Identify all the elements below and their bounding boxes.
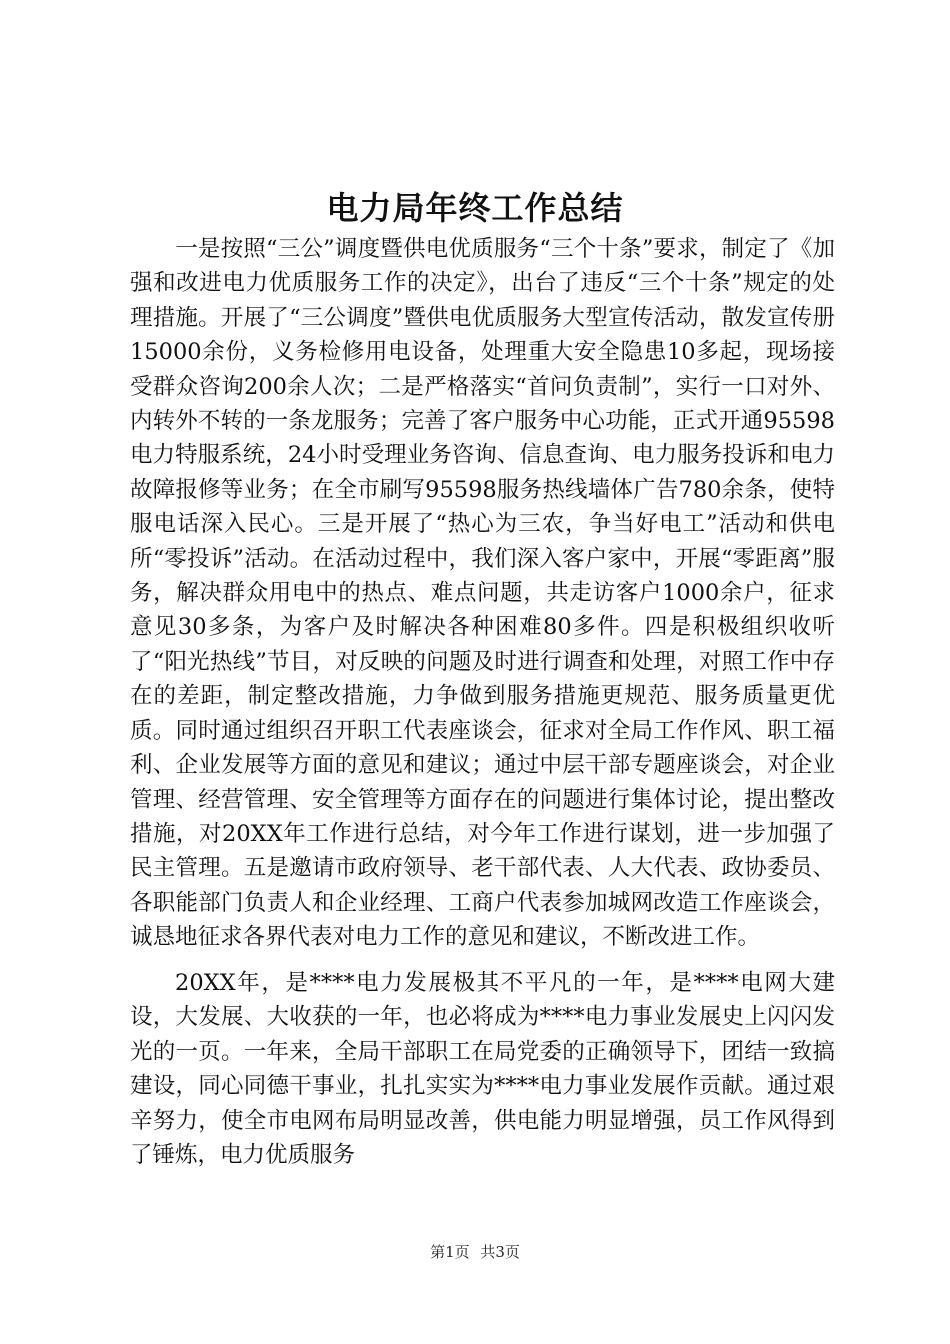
paragraph-1: [130, 232, 835, 955]
paragraph-2-text: 20XX年，是****电力发展极其不平凡的一年，是****电网大建设，大发展、大收获的一年，也必将成为****电力事业发展史上闪闪发光的一页。一年来，全局干部职工在局党委的正确领导下，团结一致搞建设，同心同德干事业，扎扎实实为****电力事业发展作贡献。通过艰辛努力，使全市电网布局明显改善，供电能力明显增强，员工作风得到了锤炼，电力优质服务: [130, 970, 835, 1169]
document-title: 电力局年终工作总结: [326, 189, 624, 227]
page-total: 共3页: [480, 1243, 520, 1261]
page-number: 第1页: [430, 1243, 470, 1261]
paragraph-2: [130, 966, 835, 1172]
page-footer: [0, 1242, 950, 1262]
paragraph-1-text: 一是按照“三公”调度暨供电优质服务“三个十条”要求，制定了《加强和改进电力优质服务工作的决定》，出台了违反“三个十条”规定的处理措施。开展了“三公调度”暨供电优质服务大型宣传活动，散发宣传册15000余份，义务检修用电设备，处理重大安全隐患10多起，现场接受群众咨询200余人次；二是严格落实“首问负责制”，实行一口对外、内转外不转的一条龙服务；完善了客户服务中心功能，正式开通95598电力特服系统，24小时受理业务咨询、信息查询、电力服务投诉和电力故障报修等业务；在全市刷写95598服务热线墙体广告780余条，使特服电话深入民心。三是开展了“热心为三农，争当好电工”活动和供电所“零投诉”活动。在活动过程中，我们深入客户家中，开展“零距离”服务，解决群众用电中的热点、难点问题，共走访客户1000余户，征求意见30多条，为客户及时解决各种困难80多件。四是积极组织收听了“阳光热线”节目，对反映的问题及时进行调查和处理，对照工作中存在的差距，制定整改措施，力争做到服务措施更规范、服务质量更优质。同时通过组织召开职工代表座谈会，征求对全局工作作风、职工福利、企业发展等方面的意见和建议；通过中层干部专题座谈会，对企业管理、经营管理、安全管理等方面存在的问题进行集体讨论，提出整改措施，对20XX年工作进行总结，对今年工作进行谋划，进一步加强了民主管理。五是邀请市政府领导、老干部代表、人大代表、政协委员、各职能部门负责人和企业经理、工商户代表参加城网改造工作座谈会，诚恳地征求各界代表对电力工作的意见和建议，不断改进工作。: [130, 236, 835, 951]
